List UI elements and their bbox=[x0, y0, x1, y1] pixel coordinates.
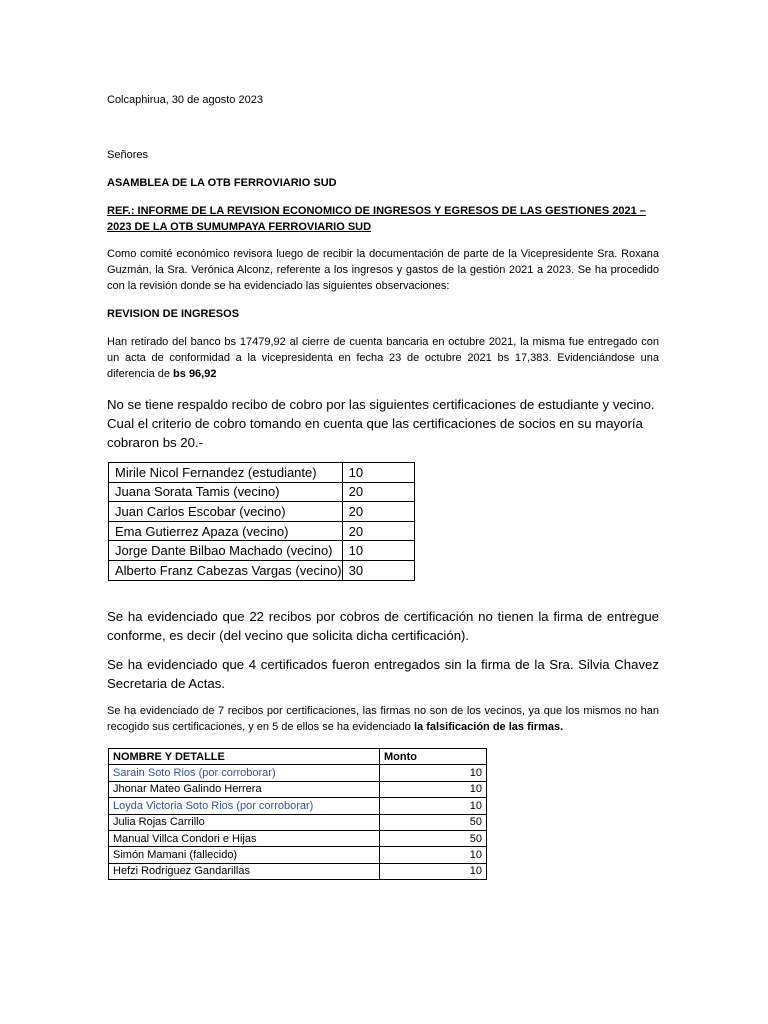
row-amount: 30 bbox=[342, 560, 414, 580]
row-name: Jorge Dante Bilbao Machado (vecino) bbox=[109, 541, 343, 561]
addressee: ASAMBLEA DE LA OTB FERROVIARIO SUD bbox=[107, 177, 337, 189]
observation-3-text: Se ha evidenciado de 7 recibos por certificaciones, las firmas no son de los vecinos, ya que los mismos no han recogido sus certificaciones, y en 5 de ellos se ha evidenciado bbox=[107, 705, 659, 733]
row-amount: 20 bbox=[342, 502, 414, 522]
row-amount: 10 bbox=[380, 863, 487, 879]
table-row bbox=[109, 502, 415, 522]
table-row bbox=[109, 560, 415, 580]
certification-table-body bbox=[109, 463, 415, 581]
section-title-ingresos: REVISION DE INGRESOS bbox=[107, 308, 240, 320]
bank-text: Han retirado del banco bs 17479,92 al cierre de cuenta bancaria en octubre 2021, la misma fue entregado con un acta de conformidad a la vicepresidenta en fecha 23 de octubre 2021 bs 17,383. Evidenciándose una diferencia de bbox=[107, 336, 659, 380]
bank-difference: bs 96,92 bbox=[173, 368, 217, 380]
row-amount: 20 bbox=[342, 482, 414, 502]
row-name: Juan Carlos Escobar (vecino) bbox=[109, 502, 343, 522]
table-row bbox=[109, 463, 415, 483]
place-date: Colcaphirua, 30 de agosto 2023 bbox=[107, 94, 263, 106]
table-row bbox=[109, 830, 487, 846]
table-row bbox=[109, 541, 415, 561]
row-amount: 10 bbox=[342, 541, 414, 561]
signature-table bbox=[108, 748, 487, 880]
row-amount: 50 bbox=[380, 814, 487, 830]
row-name: Loyda Victoria Soto Rios (por corroborar) bbox=[109, 798, 380, 814]
table-row bbox=[109, 781, 487, 797]
salutation: Señores bbox=[107, 149, 148, 161]
table-row bbox=[109, 521, 415, 541]
signature-table-body bbox=[109, 765, 487, 880]
header-name: NOMBRE Y DETALLE bbox=[109, 749, 380, 765]
table-row bbox=[109, 814, 487, 830]
row-amount: 10 bbox=[380, 798, 487, 814]
row-name: Simón Mamani (fallecido) bbox=[109, 847, 380, 863]
observation-3 bbox=[107, 703, 659, 735]
row-amount: 10 bbox=[380, 847, 487, 863]
table-row bbox=[109, 863, 487, 879]
observation-1: Se ha evidenciado que 22 recibos por cobros de certificación no tienen la firma de entregue conforme, es decir (del vecino que solicita dicha certificación). bbox=[107, 609, 659, 643]
table-row bbox=[109, 798, 487, 814]
observation-2: Se ha evidenciado que 4 certificados fueron entregados sin la firma de la Sra. Silvia Chavez Secretaria de Actas. bbox=[107, 657, 659, 691]
row-name: Alberto Franz Cabezas Vargas (vecino) bbox=[109, 560, 343, 580]
observation-3-bold: la falsificación de las firmas. bbox=[413, 721, 564, 733]
certification-table bbox=[108, 462, 415, 581]
bank-paragraph bbox=[107, 334, 659, 382]
row-name: Manual Villca Condori e Hijas bbox=[109, 830, 380, 846]
row-amount: 50 bbox=[380, 830, 487, 846]
row-name: Ema Gutierrez Apaza (vecino) bbox=[109, 521, 343, 541]
row-name: Hefzi Rodriguez Gandarillas bbox=[109, 863, 380, 879]
row-name: Juana Sorata Tamis (vecino) bbox=[109, 482, 343, 502]
header-amount: Monto bbox=[380, 749, 487, 765]
intro-paragraph: Como comité económico revisora luego de recibir la documentación de parte de la Vicepresidente Sra. Roxana Guzmán, la Sra. Verónica Alconz, referente a los ingresos y gastos de la gestión 2021 a 2023. Se ha procedido con la revisión donde se ha evidenciado las siguientes observaciones: bbox=[107, 248, 659, 292]
table-row bbox=[109, 847, 487, 863]
row-amount: 20 bbox=[342, 521, 414, 541]
row-amount: 10 bbox=[380, 765, 487, 781]
row-amount: 10 bbox=[380, 781, 487, 797]
row-amount: 10 bbox=[342, 463, 414, 483]
table-row bbox=[109, 765, 487, 781]
row-name: Sarain Soto Rios (por corroborar) bbox=[109, 765, 380, 781]
row-name: Julia Rojas Carrillo bbox=[109, 814, 380, 830]
row-name: Jhonar Mateo Galindo Herrera bbox=[109, 781, 380, 797]
table-row bbox=[109, 482, 415, 502]
reference-line: REF.: INFORME DE LA REVISION ECONOMICO DE INGRESOS Y EGRESOS DE LAS GESTIONES 2021 – 2023 DE LA OTB SUMUMPAYA FERROVIARIO SUD bbox=[107, 205, 646, 233]
row-name: Mirile Nicol Fernandez (estudiante) bbox=[109, 463, 343, 483]
signature-table-header bbox=[109, 749, 487, 765]
certification-paragraph: No se tiene respaldo recibo de cobro por las siguientes certificaciones de estudiante y vecino. Cual el criterio de cobro tomando en cuenta que las certificaciones de socios en su mayoría cobraron bs 20.- bbox=[107, 397, 655, 450]
